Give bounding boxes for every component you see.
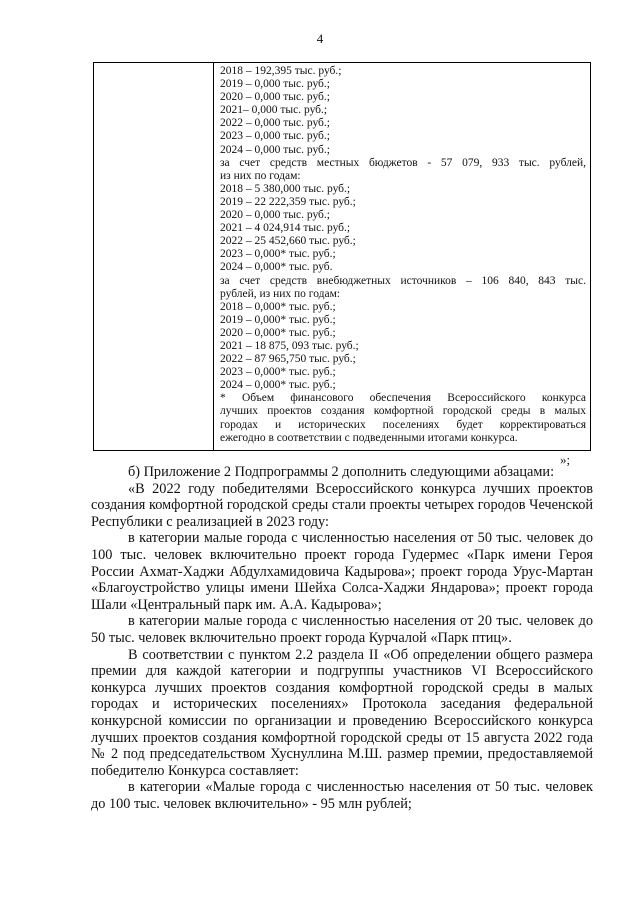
table-line: 2023 – 0,000* тыс. руб.; xyxy=(220,248,336,261)
table-line: из них по годам: xyxy=(220,169,301,182)
table-line: 2020 – 0,000 тыс. руб.; xyxy=(220,91,330,104)
table-line: 2019 – 0,000 тыс. руб.; xyxy=(220,78,330,91)
funding-table-cell xyxy=(220,65,586,445)
paragraph: в категории «Малые города с численностью населения от 50 тыс. человек до 100 тыс. человек включительно» - 95 млн рублей; xyxy=(91,779,593,812)
table-line: 2019 – 22 222,359 тыс. руб.; xyxy=(220,195,356,208)
table-line: 2020 – 0,000* тыс. руб.; xyxy=(220,326,336,339)
table-line: 2018 – 0,000* тыс. руб.; xyxy=(220,300,336,313)
table-line: 2021– 0,000 тыс. руб.; xyxy=(220,104,328,117)
table-line: 2018 – 192,395 тыс. руб.; xyxy=(220,65,342,77)
table-line: 2022 – 87 965,750 тыс. руб.; xyxy=(220,353,356,366)
paragraph: в категории малые города с численностью населения от 20 тыс. человек до 50 тыс. человек включительно проект города Курчалой «Парк птиц». xyxy=(91,613,593,646)
table-line: рублей, из них по годам: xyxy=(220,287,341,300)
table-line: 2021 – 4 024,914 тыс. руб.; xyxy=(220,222,351,235)
paragraph: В соответствии с пунктом 2.2 раздела II «Об определении общего размера премии для каждой категории и подгруппы участников VI Всероссийского конкурса лучших проектов создания комфортной городской среды в малых городах и исторических поселениях» Протокола заседания федеральной конкурсной комиссии по организации и проведению Всероссийского конкурса лучших проектов создания комфортной городской среды от 15 августа 2022 года № 2 под председательством Хуснуллина М.Ш. размер премии, предоставляемой победителю Конкурса составляет: xyxy=(91,646,593,779)
closing-quote: »; xyxy=(560,452,571,467)
page-number: 4 xyxy=(316,31,324,46)
table-line: 2019 – 0,000* тыс. руб.; xyxy=(220,313,336,326)
paragraph: в категории малые города с численностью населения от 50 тыс. человек до 100 тыс. человек включительно проект города Гудермес «Парк имени Героя России Ахмат-Хаджи Абдулхамидовича Кадырова»; проект города Урус-Мартан «Благоустройство улицы имени Шейха Солса-Хаджи Яндарова»; проект города Шали «Центральный парк им. А.А. Кадырова»; xyxy=(91,530,593,613)
funding-table xyxy=(93,62,591,451)
table-line: ежегодно в соответствии с подведенными итогами конкурса. xyxy=(220,431,518,444)
table-line: за счет средств местных бюджетов - 57 079, 933 тыс. рублей, xyxy=(220,156,586,169)
table-line: городах и исторических поселениях будет корректироваться xyxy=(220,418,586,431)
paragraph: б) Приложение 2 Подпрограммы 2 дополнить следующими абзацами: xyxy=(128,464,555,480)
table-line: 2020 – 0,000 тыс. руб.; xyxy=(220,209,330,222)
table-line: * Объем финансового обеспечения Всероссийского конкурса xyxy=(220,392,586,405)
paragraph: «В 2022 году победителями Всероссийского конкурса лучших проектов создания комфортной городской среды стали проекты четырех городов Чеченской Республики с реализацией в 2023 году: xyxy=(91,480,593,530)
table-line: 2018 – 5 380,000 тыс. руб.; xyxy=(220,182,351,195)
table-line: лучших проектов создания комфортной городской среды в малых xyxy=(220,405,586,418)
table-line: за счет средств внебюджетных источников – 106 840, 843 тыс. xyxy=(220,274,586,287)
table-line: 2021 – 18 875, 093 тыс. руб.; xyxy=(220,339,359,352)
document-body xyxy=(91,464,593,812)
table-column-divider xyxy=(213,63,214,450)
table-line: 2024 – 0,000* тыс. руб. xyxy=(220,261,333,274)
table-line: 2023 – 0,000* тыс. руб.; xyxy=(220,366,336,379)
table-line: 2022 – 25 452,660 тыс. руб.; xyxy=(220,235,356,248)
table-line: 2022 – 0,000 тыс. руб.; xyxy=(220,117,330,130)
table-line: 2024 – 0,000* тыс. руб.; xyxy=(220,379,336,392)
table-line: 2024 – 0,000 тыс. руб.; xyxy=(220,143,330,156)
table-line: 2023 – 0,000 тыс. руб.; xyxy=(220,130,330,143)
